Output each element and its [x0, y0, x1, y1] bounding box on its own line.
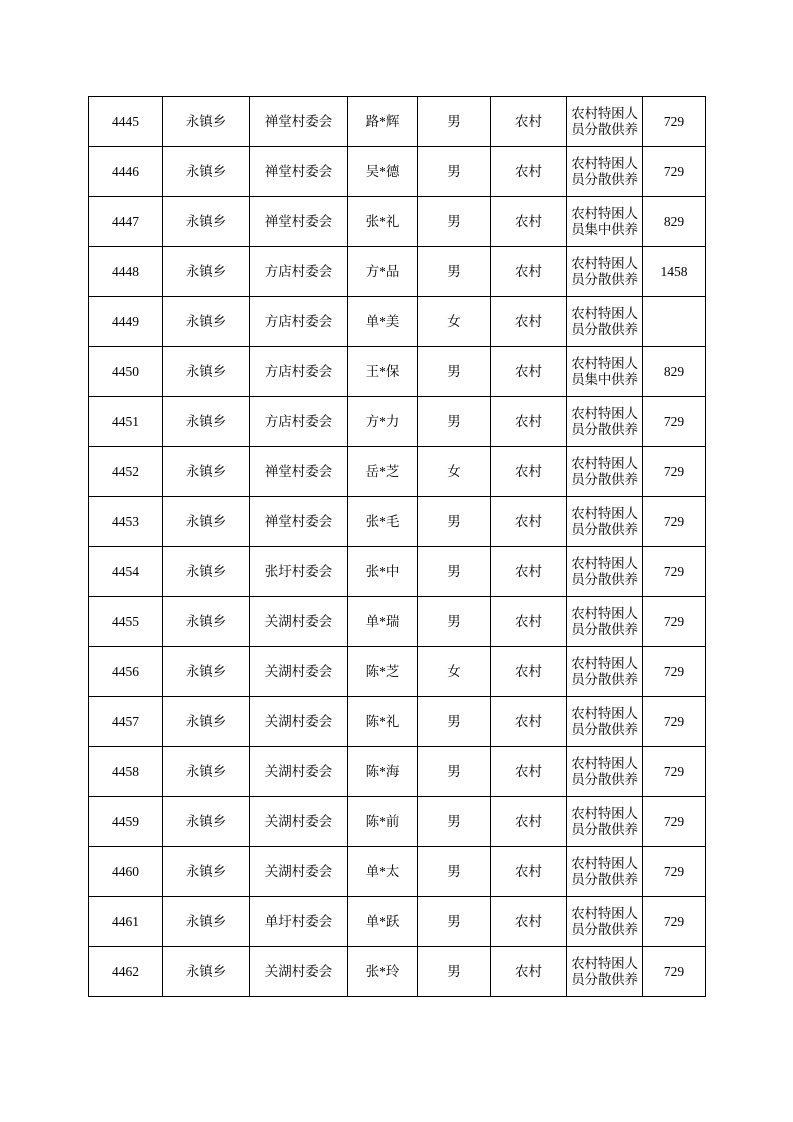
cell-town: 永镇乡 — [163, 197, 250, 247]
cell-gender: 男 — [418, 847, 491, 897]
cell-gender: 男 — [418, 747, 491, 797]
cell-town: 永镇乡 — [163, 847, 250, 897]
cell-category-text: 农村特困人员分散供养 — [571, 105, 638, 137]
cell-gender: 男 — [418, 197, 491, 247]
cell-household-type: 农村 — [491, 897, 567, 947]
cell-household-type: 农村 — [491, 597, 567, 647]
cell-category-text: 农村特困人员分散供养 — [571, 905, 638, 937]
cell-name: 陈*海 — [348, 747, 418, 797]
cell-id: 4458 — [89, 747, 163, 797]
table-row — [89, 547, 706, 597]
cell-name: 陈*礼 — [348, 697, 418, 747]
cell-category — [567, 147, 643, 197]
cell-amount: 1458 — [643, 247, 706, 297]
cell-town: 永镇乡 — [163, 947, 250, 997]
cell-category-text: 农村特困人员分散供养 — [571, 305, 638, 337]
cell-village: 禅堂村委会 — [250, 147, 348, 197]
cell-amount: 729 — [643, 147, 706, 197]
cell-category-text: 农村特困人员分散供养 — [571, 955, 638, 987]
cell-town: 永镇乡 — [163, 547, 250, 597]
table-row — [89, 797, 706, 847]
cell-id: 4450 — [89, 347, 163, 397]
cell-gender: 女 — [418, 297, 491, 347]
cell-town: 永镇乡 — [163, 497, 250, 547]
cell-category-text: 农村特困人员分散供养 — [571, 455, 638, 487]
cell-name: 王*保 — [348, 347, 418, 397]
cell-name: 路*辉 — [348, 97, 418, 147]
cell-household-type: 农村 — [491, 197, 567, 247]
cell-category — [567, 197, 643, 247]
cell-category — [567, 247, 643, 297]
cell-household-type: 农村 — [491, 347, 567, 397]
cell-name: 岳*芝 — [348, 447, 418, 497]
cell-amount: 729 — [643, 797, 706, 847]
cell-village: 禅堂村委会 — [250, 97, 348, 147]
cell-gender: 男 — [418, 697, 491, 747]
cell-amount: 829 — [643, 347, 706, 397]
cell-category-text: 农村特困人员分散供养 — [571, 755, 638, 787]
cell-category — [567, 297, 643, 347]
cell-category-text: 农村特困人员分散供养 — [571, 855, 638, 887]
cell-name: 张*玲 — [348, 947, 418, 997]
cell-amount: 729 — [643, 547, 706, 597]
cell-village: 关湖村委会 — [250, 747, 348, 797]
cell-category-text: 农村特困人员分散供养 — [571, 605, 638, 637]
cell-town: 永镇乡 — [163, 747, 250, 797]
cell-gender: 男 — [418, 397, 491, 447]
cell-household-type: 农村 — [491, 297, 567, 347]
table-row — [89, 397, 706, 447]
cell-gender: 女 — [418, 647, 491, 697]
cell-household-type: 农村 — [491, 397, 567, 447]
cell-village: 禅堂村委会 — [250, 447, 348, 497]
cell-id: 4451 — [89, 397, 163, 447]
cell-household-type: 农村 — [491, 647, 567, 697]
cell-name: 方*品 — [348, 247, 418, 297]
cell-id: 4456 — [89, 647, 163, 697]
cell-gender: 男 — [418, 247, 491, 297]
cell-village: 方店村委会 — [250, 247, 348, 297]
cell-id: 4453 — [89, 497, 163, 547]
cell-id: 4445 — [89, 97, 163, 147]
cell-amount: 729 — [643, 497, 706, 547]
cell-village: 单圩村委会 — [250, 897, 348, 947]
cell-name: 方*力 — [348, 397, 418, 447]
cell-category-text: 农村特困人员分散供养 — [571, 505, 638, 537]
cell-town: 永镇乡 — [163, 97, 250, 147]
table-row — [89, 897, 706, 947]
cell-gender: 男 — [418, 147, 491, 197]
cell-name: 吴*德 — [348, 147, 418, 197]
cell-village: 关湖村委会 — [250, 647, 348, 697]
cell-village: 关湖村委会 — [250, 597, 348, 647]
cell-town: 永镇乡 — [163, 297, 250, 347]
table-row — [89, 497, 706, 547]
cell-amount: 729 — [643, 697, 706, 747]
cell-town: 永镇乡 — [163, 897, 250, 947]
cell-town: 永镇乡 — [163, 147, 250, 197]
cell-amount: 729 — [643, 447, 706, 497]
cell-village: 方店村委会 — [250, 297, 348, 347]
cell-id: 4452 — [89, 447, 163, 497]
cell-category — [567, 647, 643, 697]
cell-name: 陈*芝 — [348, 647, 418, 697]
cell-town: 永镇乡 — [163, 447, 250, 497]
cell-category-text: 农村特困人员分散供养 — [571, 805, 638, 837]
cell-category — [567, 797, 643, 847]
cell-name: 单*瑞 — [348, 597, 418, 647]
cell-name: 陈*前 — [348, 797, 418, 847]
cell-gender: 男 — [418, 347, 491, 397]
cell-amount: 729 — [643, 947, 706, 997]
cell-category-text: 农村特困人员分散供养 — [571, 655, 638, 687]
cell-category — [567, 447, 643, 497]
cell-id: 4448 — [89, 247, 163, 297]
cell-town: 永镇乡 — [163, 347, 250, 397]
table-row — [89, 647, 706, 697]
cell-category — [567, 747, 643, 797]
cell-village: 关湖村委会 — [250, 947, 348, 997]
cell-household-type: 农村 — [491, 147, 567, 197]
cell-name: 单*美 — [348, 297, 418, 347]
cell-id: 4454 — [89, 547, 163, 597]
cell-category-text: 农村特困人员分散供养 — [571, 555, 638, 587]
cell-household-type: 农村 — [491, 547, 567, 597]
cell-id: 4447 — [89, 197, 163, 247]
cell-amount: 729 — [643, 647, 706, 697]
cell-amount: 729 — [643, 897, 706, 947]
cell-household-type: 农村 — [491, 97, 567, 147]
cell-category-text: 农村特困人员分散供养 — [571, 155, 638, 187]
cell-household-type: 农村 — [491, 947, 567, 997]
table-row — [89, 947, 706, 997]
table-row — [89, 697, 706, 747]
cell-town: 永镇乡 — [163, 397, 250, 447]
cell-category-text: 农村特困人员分散供养 — [571, 405, 638, 437]
cell-gender: 男 — [418, 497, 491, 547]
cell-gender: 男 — [418, 947, 491, 997]
cell-household-type: 农村 — [491, 247, 567, 297]
cell-village: 禅堂村委会 — [250, 497, 348, 547]
cell-category — [567, 547, 643, 597]
cell-category — [567, 947, 643, 997]
cell-household-type: 农村 — [491, 447, 567, 497]
cell-amount: 829 — [643, 197, 706, 247]
cell-category — [567, 847, 643, 897]
cell-household-type: 农村 — [491, 497, 567, 547]
cell-town: 永镇乡 — [163, 247, 250, 297]
cell-town: 永镇乡 — [163, 797, 250, 847]
cell-household-type: 农村 — [491, 847, 567, 897]
table-row — [89, 297, 706, 347]
cell-category — [567, 897, 643, 947]
cell-category-text: 农村特困人员集中供养 — [571, 205, 638, 237]
cell-category-text: 农村特困人员分散供养 — [571, 705, 638, 737]
roster-table-body — [89, 97, 706, 997]
cell-gender: 男 — [418, 797, 491, 847]
cell-id: 4446 — [89, 147, 163, 197]
cell-id: 4459 — [89, 797, 163, 847]
cell-village: 方店村委会 — [250, 347, 348, 397]
table-row — [89, 847, 706, 897]
cell-town: 永镇乡 — [163, 647, 250, 697]
cell-village: 禅堂村委会 — [250, 197, 348, 247]
cell-household-type: 农村 — [491, 697, 567, 747]
cell-amount: 729 — [643, 847, 706, 897]
cell-town: 永镇乡 — [163, 597, 250, 647]
cell-id: 4457 — [89, 697, 163, 747]
table-row — [89, 747, 706, 797]
cell-category — [567, 397, 643, 447]
cell-category — [567, 97, 643, 147]
table-row — [89, 447, 706, 497]
cell-category-text: 农村特困人员分散供养 — [571, 255, 638, 287]
cell-amount: 729 — [643, 597, 706, 647]
table-row — [89, 597, 706, 647]
cell-village: 张圩村委会 — [250, 547, 348, 597]
cell-category — [567, 697, 643, 747]
cell-amount: 729 — [643, 397, 706, 447]
table-row — [89, 97, 706, 147]
cell-gender: 男 — [418, 97, 491, 147]
cell-household-type: 农村 — [491, 747, 567, 797]
table-row — [89, 347, 706, 397]
cell-name: 张*礼 — [348, 197, 418, 247]
cell-amount: 729 — [643, 97, 706, 147]
table-row — [89, 197, 706, 247]
table-row — [89, 247, 706, 297]
cell-name: 张*毛 — [348, 497, 418, 547]
cell-category — [567, 497, 643, 547]
cell-id: 4460 — [89, 847, 163, 897]
roster-table — [88, 96, 706, 997]
cell-gender: 男 — [418, 597, 491, 647]
cell-village: 关湖村委会 — [250, 697, 348, 747]
cell-category-text: 农村特困人员集中供养 — [571, 355, 638, 387]
table-row — [89, 147, 706, 197]
cell-name: 张*中 — [348, 547, 418, 597]
cell-id: 4455 — [89, 597, 163, 647]
cell-gender: 男 — [418, 547, 491, 597]
cell-gender: 女 — [418, 447, 491, 497]
cell-village: 关湖村委会 — [250, 797, 348, 847]
cell-gender: 男 — [418, 897, 491, 947]
cell-id: 4461 — [89, 897, 163, 947]
cell-town: 永镇乡 — [163, 697, 250, 747]
cell-id: 4462 — [89, 947, 163, 997]
cell-village: 关湖村委会 — [250, 847, 348, 897]
cell-name: 单*跃 — [348, 897, 418, 947]
cell-amount — [643, 297, 706, 347]
cell-household-type: 农村 — [491, 797, 567, 847]
cell-category — [567, 347, 643, 397]
cell-id: 4449 — [89, 297, 163, 347]
cell-amount: 729 — [643, 747, 706, 797]
cell-category — [567, 597, 643, 647]
cell-name: 单*太 — [348, 847, 418, 897]
cell-village: 方店村委会 — [250, 397, 348, 447]
